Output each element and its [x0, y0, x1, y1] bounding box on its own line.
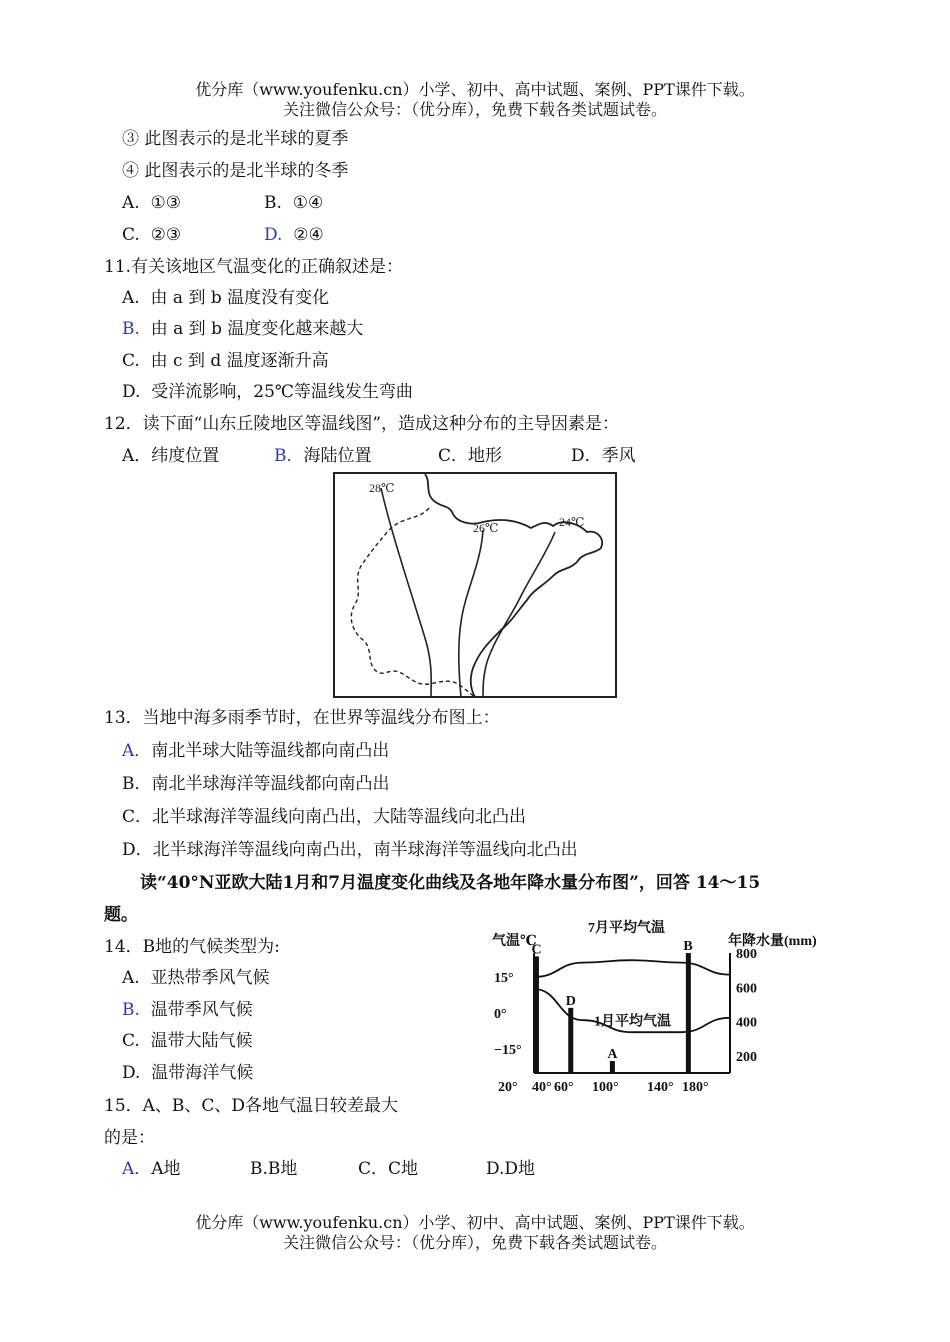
precip-bar-label-c: C: [531, 942, 542, 958]
x-tick-label: 180°: [682, 1080, 709, 1095]
july-temperature-curve: [534, 960, 730, 977]
y-right-tick-label: 400: [736, 1015, 757, 1031]
y-left-tick-label: 15°: [494, 971, 514, 986]
header-line-1: 优分库（www.youfenku.cn）小学、初中、高中试题、案例、PPT课件下载。: [195, 80, 755, 99]
q15-stem-2: 的是：: [104, 1128, 155, 1148]
x-tick-label: 20°: [498, 1080, 518, 1095]
q13-option-a: A．南北半球大陆等温线都向南凸出: [122, 741, 390, 761]
q10-option-d: D. ②④: [264, 225, 324, 245]
shandong-isotherm-map: [333, 472, 617, 698]
y-right-tick-label: 600: [736, 981, 757, 997]
q12-option-c: C．地形: [438, 446, 503, 466]
q10-option-b: B. ①④: [264, 193, 324, 213]
intro-line-2: 题。: [104, 905, 138, 925]
q10-option-c: C. ②③: [122, 225, 182, 245]
q14-option-a: A. 亚热带季风气候: [122, 968, 270, 988]
january-series-label: 1月平均气温: [594, 1014, 671, 1030]
precip-bar-label-a: A: [607, 1047, 618, 1062]
q14-option-c: C. 温带大陆气候: [122, 1031, 253, 1051]
q12-option-d: D．季风: [571, 446, 636, 466]
q11-stem: 11.有关该地区气温变化的正确叙述是：: [104, 257, 404, 277]
q14-option-b: B. 温带季风气候: [122, 1000, 253, 1020]
footer-line-2: 关注微信公众号：（优分库），免费下载各类试题试卷。: [282, 1233, 667, 1252]
q10-option-a: A. ①③: [122, 193, 181, 213]
header-line-2: 关注微信公众号：（优分库），免费下载各类试题试卷。: [282, 100, 667, 119]
q11-option-b: B. 由 a 到 b 温度变化越来越大: [122, 319, 364, 339]
q15-option-c: C．C地: [358, 1159, 419, 1179]
isotherm-label-28: 28℃: [369, 481, 395, 495]
q11-option-d: D. 受洋流影响，25℃等温线发生弯曲: [122, 382, 413, 402]
q11-option-c: C. 由 c 到 d 温度逐渐升高: [122, 351, 329, 371]
q10-statement-3: ③ 此图表示的是北半球的夏季: [122, 129, 349, 149]
y-axis-left-label: 气温℃: [492, 934, 537, 949]
x-tick-label: 100°: [592, 1080, 619, 1095]
y-left-tick-label: 0°: [494, 1007, 507, 1022]
q10-statement-4: ④ 此图表示的是北半球的冬季: [122, 161, 349, 181]
isotherm-label-24: 24℃: [559, 515, 585, 529]
q12-option-a: A．纬度位置: [122, 446, 220, 466]
q13-stem: 13．当地中海多雨季节时，在世界等温线分布图上：: [104, 708, 500, 728]
precip-bar-label-d: D: [565, 993, 576, 1009]
q14-stem: 14．B地的气候类型为:: [104, 937, 280, 957]
y-right-tick-label: 800: [736, 947, 757, 962]
q14-option-d: D. 温带海洋气候: [122, 1063, 254, 1083]
q15-option-a: A．A地: [122, 1159, 181, 1179]
intro-line-1: 读“40°N亚欧大陆1月和7月温度变化曲线及各地年降水量分布图”，回答 14～15: [140, 873, 761, 893]
precip-bar-label-b: B: [683, 939, 693, 954]
q15-option-d: D.D地: [486, 1159, 536, 1179]
chart-title: 7月平均气温: [588, 921, 665, 936]
y-left-tick-label: −15°: [494, 1043, 522, 1058]
y-axis-right-label: 年降水量(mm): [728, 934, 817, 949]
q12-option-b: B．海陆位置: [274, 446, 372, 466]
temperature-precipitation-chart: [490, 915, 850, 1100]
x-tick-label: 40°: [532, 1080, 552, 1095]
q13-option-b: B．南北半球海洋等温线都向南凸出: [122, 774, 390, 794]
x-tick-label: 140°: [647, 1080, 674, 1095]
x-tick-label: 60°: [554, 1080, 574, 1095]
footer-line-1: 优分库（www.youfenku.cn）小学、初中、高中试题、案例、PPT课件下载。: [195, 1213, 755, 1232]
q13-option-c: C．北半球海洋等温线向南凸出，大陆等温线向北凸出: [122, 807, 527, 827]
q15-stem-1: 15．A、B、C、D各地气温日较差最大: [104, 1096, 399, 1116]
q12-stem: 12．读下面“山东丘陵地区等温线图”，造成这种分布的主导因素是：: [104, 414, 620, 434]
q15-option-b: B.B地: [250, 1159, 298, 1179]
q13-option-d: D．北半球海洋等温线向南凸出，南半球海洋等温线向北凸出: [122, 840, 578, 860]
y-right-tick-label: 200: [736, 1049, 757, 1065]
q11-option-a: A. 由 a 到 b 温度没有变化: [122, 288, 330, 308]
isotherm-label-26: 26℃: [473, 521, 499, 535]
